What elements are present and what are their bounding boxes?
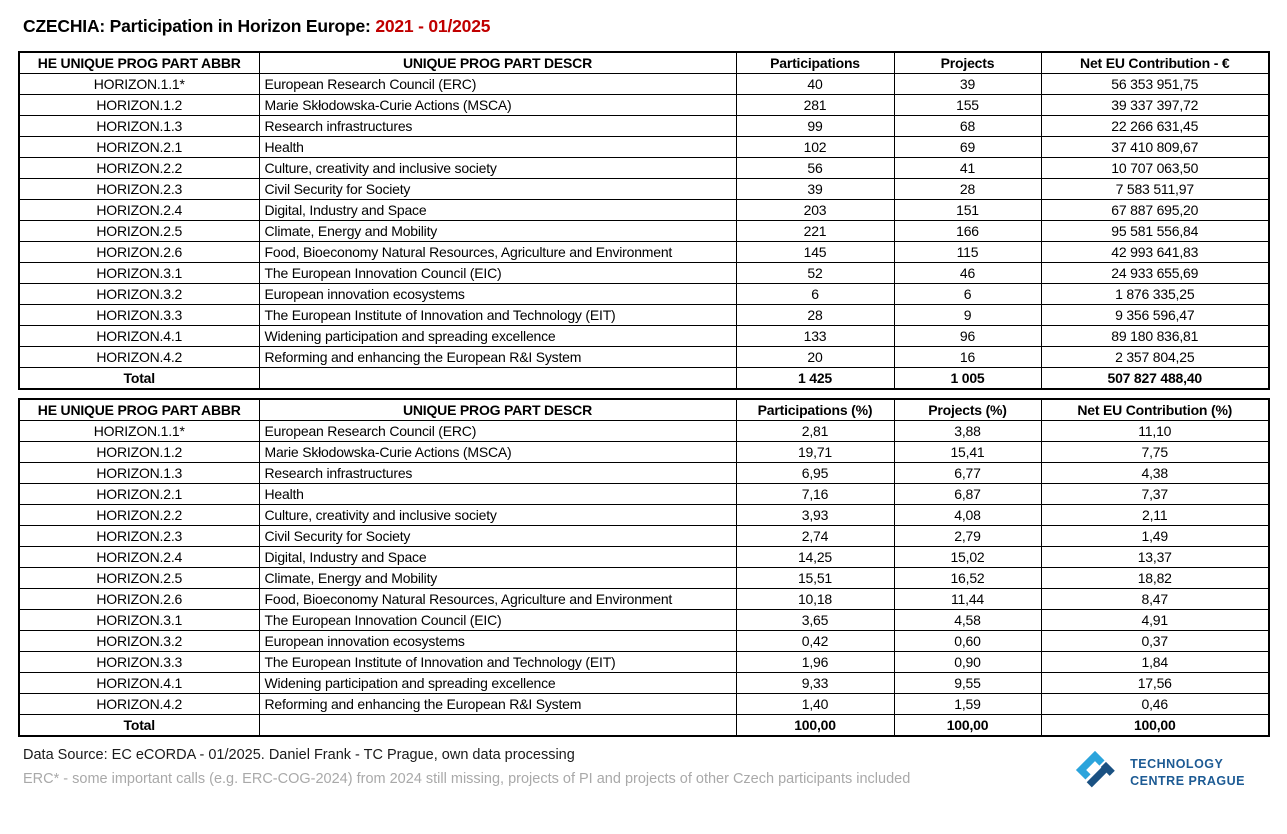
table-row xyxy=(19,631,1269,652)
table-row xyxy=(19,652,1269,673)
table-row xyxy=(19,158,1269,179)
cell: 16 xyxy=(894,347,1041,368)
table-row xyxy=(19,137,1269,158)
cell: Research infrastructures xyxy=(259,116,736,137)
total-cell: 507 827 488,40 xyxy=(1041,368,1269,390)
cell: 28 xyxy=(894,179,1041,200)
cell: 95 581 556,84 xyxy=(1041,221,1269,242)
table-row xyxy=(19,347,1269,368)
cell: 15,51 xyxy=(736,568,894,589)
header-row xyxy=(19,52,1269,74)
cell: 13,37 xyxy=(1041,547,1269,568)
table-row xyxy=(19,463,1269,484)
cell: Reforming and enhancing the European R&I System xyxy=(259,694,736,715)
cell: Reforming and enhancing the European R&I System xyxy=(259,347,736,368)
table-row xyxy=(19,221,1269,242)
table-row xyxy=(19,673,1269,694)
cell: European Research Council (ERC) xyxy=(259,74,736,95)
cell: HORIZON.4.2 xyxy=(19,694,259,715)
cell: Food, Bioeconomy Natural Resources, Agriculture and Environment xyxy=(259,242,736,263)
table-row xyxy=(19,326,1269,347)
cell: 16,52 xyxy=(894,568,1041,589)
cell: 4,91 xyxy=(1041,610,1269,631)
cell: 6,87 xyxy=(894,484,1041,505)
cell: 69 xyxy=(894,137,1041,158)
cell: HORIZON.1.2 xyxy=(19,442,259,463)
cell: 2,79 xyxy=(894,526,1041,547)
cell: 1 876 335,25 xyxy=(1041,284,1269,305)
cell: 24 933 655,69 xyxy=(1041,263,1269,284)
cell: 0,42 xyxy=(736,631,894,652)
cell: 9 356 596,47 xyxy=(1041,305,1269,326)
cell: 56 353 951,75 xyxy=(1041,74,1269,95)
cell: 41 xyxy=(894,158,1041,179)
cell: HORIZON.2.4 xyxy=(19,200,259,221)
column-header: Net EU Contribution (%) xyxy=(1041,399,1269,421)
table-row xyxy=(19,200,1269,221)
cell: HORIZON.1.3 xyxy=(19,463,259,484)
cell: HORIZON.4.1 xyxy=(19,673,259,694)
footer xyxy=(18,744,1269,800)
cell: 4,58 xyxy=(894,610,1041,631)
table-row xyxy=(19,421,1269,442)
cell: HORIZON.2.5 xyxy=(19,221,259,242)
cell: 39 xyxy=(736,179,894,200)
cell: 0,90 xyxy=(894,652,1041,673)
cell: 3,65 xyxy=(736,610,894,631)
cell: HORIZON.4.2 xyxy=(19,347,259,368)
cell: Food, Bioeconomy Natural Resources, Agriculture and Environment xyxy=(259,589,736,610)
cell: 56 xyxy=(736,158,894,179)
total-cell: 1 425 xyxy=(736,368,894,390)
cell: 9,55 xyxy=(894,673,1041,694)
cell: 10 707 063,50 xyxy=(1041,158,1269,179)
cell: 40 xyxy=(736,74,894,95)
cell: 9,33 xyxy=(736,673,894,694)
column-header: Participations (%) xyxy=(736,399,894,421)
total-row xyxy=(19,715,1269,737)
cell: 6,95 xyxy=(736,463,894,484)
cell: 2,11 xyxy=(1041,505,1269,526)
cell: Civil Security for Society xyxy=(259,179,736,200)
cell: 1,40 xyxy=(736,694,894,715)
table-row xyxy=(19,116,1269,137)
cell: 6,77 xyxy=(894,463,1041,484)
column-header: UNIQUE PROG PART DESCR xyxy=(259,399,736,421)
cell: European Research Council (ERC) xyxy=(259,421,736,442)
cell: 102 xyxy=(736,137,894,158)
cell: 281 xyxy=(736,95,894,116)
cell: 151 xyxy=(894,200,1041,221)
cell: 11,10 xyxy=(1041,421,1269,442)
cell: 0,46 xyxy=(1041,694,1269,715)
table-row xyxy=(19,95,1269,116)
cell: Marie Skłodowska-Curie Actions (MSCA) xyxy=(259,442,736,463)
total-row xyxy=(19,368,1269,390)
cell: 67 887 695,20 xyxy=(1041,200,1269,221)
cell: 39 xyxy=(894,74,1041,95)
page-title-text: CZECHIA: Participation in Horizon Europe: xyxy=(23,16,376,36)
table-row xyxy=(19,305,1269,326)
total-cell: Total xyxy=(19,368,259,390)
table-row xyxy=(19,610,1269,631)
column-header: Projects (%) xyxy=(894,399,1041,421)
logo-line1: TECHNOLOGY xyxy=(1130,757,1224,772)
table-row xyxy=(19,263,1269,284)
cell: 145 xyxy=(736,242,894,263)
cell: 18,82 xyxy=(1041,568,1269,589)
cell: 221 xyxy=(736,221,894,242)
cell: 52 xyxy=(736,263,894,284)
cell: Digital, Industry and Space xyxy=(259,547,736,568)
total-cell xyxy=(259,368,736,390)
cell: 4,08 xyxy=(894,505,1041,526)
cell: HORIZON.1.2 xyxy=(19,95,259,116)
cell: 7 583 511,97 xyxy=(1041,179,1269,200)
column-header: HE UNIQUE PROG PART ABBR xyxy=(19,52,259,74)
cell: 22 266 631,45 xyxy=(1041,116,1269,137)
cell: 166 xyxy=(894,221,1041,242)
cell: 89 180 836,81 xyxy=(1041,326,1269,347)
cell: 10,18 xyxy=(736,589,894,610)
cell: 4,38 xyxy=(1041,463,1269,484)
cell: HORIZON.2.1 xyxy=(19,484,259,505)
table-row xyxy=(19,547,1269,568)
cell: 9 xyxy=(894,305,1041,326)
cell: 28 xyxy=(736,305,894,326)
cell: The European Innovation Council (EIC) xyxy=(259,610,736,631)
cell: 17,56 xyxy=(1041,673,1269,694)
cell: HORIZON.2.2 xyxy=(19,505,259,526)
cell: 2 357 804,25 xyxy=(1041,347,1269,368)
header-row xyxy=(19,399,1269,421)
cell: 7,75 xyxy=(1041,442,1269,463)
cell: HORIZON.4.1 xyxy=(19,326,259,347)
cell: HORIZON.2.6 xyxy=(19,589,259,610)
cell: 11,44 xyxy=(894,589,1041,610)
cell: 2,74 xyxy=(736,526,894,547)
table-row xyxy=(19,484,1269,505)
cell: HORIZON.1.1* xyxy=(19,74,259,95)
data-source-line: Data Source: EC eCORDA - 01/2025. Daniel Frank - TC Prague, own data processing xyxy=(23,747,575,763)
tc-prague-logo-text xyxy=(1130,756,1245,789)
cell: 7,16 xyxy=(736,484,894,505)
cell: Widening participation and spreading excellence xyxy=(259,673,736,694)
cell: HORIZON.3.3 xyxy=(19,652,259,673)
table-row xyxy=(19,74,1269,95)
cell: 155 xyxy=(894,95,1041,116)
cell: 99 xyxy=(736,116,894,137)
tc-prague-logo xyxy=(1069,745,1245,800)
cell: Digital, Industry and Space xyxy=(259,200,736,221)
column-header: Participations xyxy=(736,52,894,74)
column-header: UNIQUE PROG PART DESCR xyxy=(259,52,736,74)
cell: HORIZON.2.6 xyxy=(19,242,259,263)
cell: 2,81 xyxy=(736,421,894,442)
cell: 1,49 xyxy=(1041,526,1269,547)
cell: HORIZON.3.3 xyxy=(19,305,259,326)
cell: 7,37 xyxy=(1041,484,1269,505)
cell: HORIZON.2.4 xyxy=(19,547,259,568)
cell: 133 xyxy=(736,326,894,347)
cell: The European Institute of Innovation and Technology (EIT) xyxy=(259,305,736,326)
cell: 1,84 xyxy=(1041,652,1269,673)
table-row xyxy=(19,694,1269,715)
table-row xyxy=(19,179,1269,200)
cell: Climate, Energy and Mobility xyxy=(259,221,736,242)
cell: 14,25 xyxy=(736,547,894,568)
cell: 115 xyxy=(894,242,1041,263)
cell: 37 410 809,67 xyxy=(1041,137,1269,158)
erc-footnote: ERC* - some important calls (e.g. ERC-COG-2024) from 2024 still missing, projects of PI and projects of other Czech participants included xyxy=(23,771,911,787)
table-row xyxy=(19,589,1269,610)
cell: 8,47 xyxy=(1041,589,1269,610)
cell: HORIZON.3.1 xyxy=(19,610,259,631)
cell: 20 xyxy=(736,347,894,368)
cell: 203 xyxy=(736,200,894,221)
cell: 1,59 xyxy=(894,694,1041,715)
footer-text xyxy=(23,744,910,787)
page-title-period: 2021 - 01/2025 xyxy=(375,16,491,36)
cell: 1,96 xyxy=(736,652,894,673)
table-row xyxy=(19,284,1269,305)
participation-table-percent xyxy=(18,398,1270,737)
cell: 6 xyxy=(894,284,1041,305)
cell: Health xyxy=(259,137,736,158)
participation-table-absolute xyxy=(18,51,1270,390)
total-cell xyxy=(259,715,736,737)
column-header: Net EU Contribution - € xyxy=(1041,52,1269,74)
cell: 0,60 xyxy=(894,631,1041,652)
cell: HORIZON.1.3 xyxy=(19,116,259,137)
cell: Civil Security for Society xyxy=(259,526,736,547)
cell: HORIZON.2.1 xyxy=(19,137,259,158)
cell: Culture, creativity and inclusive society xyxy=(259,158,736,179)
cell: 19,71 xyxy=(736,442,894,463)
cell: 3,88 xyxy=(894,421,1041,442)
table-row xyxy=(19,242,1269,263)
cell: HORIZON.3.2 xyxy=(19,631,259,652)
cell: 0,37 xyxy=(1041,631,1269,652)
cell: The European Innovation Council (EIC) xyxy=(259,263,736,284)
cell: HORIZON.3.2 xyxy=(19,284,259,305)
cell: Culture, creativity and inclusive society xyxy=(259,505,736,526)
total-cell: 100,00 xyxy=(736,715,894,737)
cell: 3,93 xyxy=(736,505,894,526)
cell: HORIZON.2.3 xyxy=(19,526,259,547)
cell: 96 xyxy=(894,326,1041,347)
cell: European innovation ecosystems xyxy=(259,284,736,305)
tc-prague-logo-icon xyxy=(1069,745,1121,800)
cell: 68 xyxy=(894,116,1041,137)
logo-line2: CENTRE PRAGUE xyxy=(1130,773,1245,788)
cell: HORIZON.2.5 xyxy=(19,568,259,589)
cell: 6 xyxy=(736,284,894,305)
page-title xyxy=(23,16,1269,37)
cell: Health xyxy=(259,484,736,505)
column-header: Projects xyxy=(894,52,1041,74)
cell: Marie Skłodowska-Curie Actions (MSCA) xyxy=(259,95,736,116)
cell: HORIZON.2.3 xyxy=(19,179,259,200)
cell: HORIZON.2.2 xyxy=(19,158,259,179)
total-cell: 100,00 xyxy=(894,715,1041,737)
cell: The European Institute of Innovation and Technology (EIT) xyxy=(259,652,736,673)
cell: Climate, Energy and Mobility xyxy=(259,568,736,589)
cell: Widening participation and spreading excellence xyxy=(259,326,736,347)
table-row xyxy=(19,505,1269,526)
cell: 15,41 xyxy=(894,442,1041,463)
cell: 39 337 397,72 xyxy=(1041,95,1269,116)
total-cell: 100,00 xyxy=(1041,715,1269,737)
table-row xyxy=(19,442,1269,463)
table-row xyxy=(19,568,1269,589)
column-header: HE UNIQUE PROG PART ABBR xyxy=(19,399,259,421)
cell: 42 993 641,83 xyxy=(1041,242,1269,263)
cell: 46 xyxy=(894,263,1041,284)
cell: 15,02 xyxy=(894,547,1041,568)
table-row xyxy=(19,526,1269,547)
cell: HORIZON.1.1* xyxy=(19,421,259,442)
cell: Research infrastructures xyxy=(259,463,736,484)
total-cell: 1 005 xyxy=(894,368,1041,390)
cell: European innovation ecosystems xyxy=(259,631,736,652)
total-cell: Total xyxy=(19,715,259,737)
cell: HORIZON.3.1 xyxy=(19,263,259,284)
